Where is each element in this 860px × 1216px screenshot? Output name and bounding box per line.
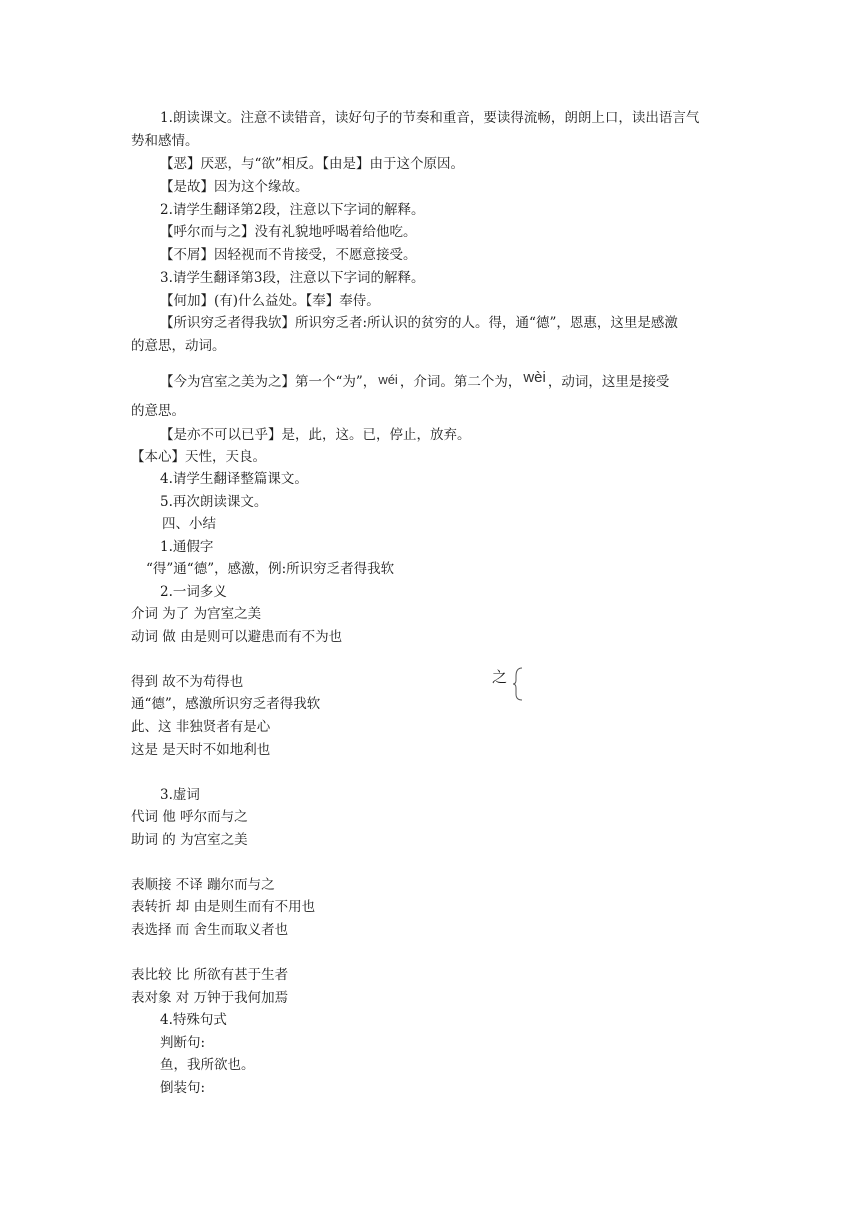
text-line: 介词 为了 为宫室之美 — [131, 606, 262, 622]
wei-text-1: 【今为宫室之美为之】第一个“为”， — [160, 374, 377, 390]
text-line: 【是故】因为这个缘故。 — [160, 179, 309, 195]
text-line: 的意思。 — [131, 403, 185, 419]
zhi-brace-figure — [492, 664, 532, 704]
text-line: 【本心】天性，天良。 — [131, 449, 266, 465]
text-line: 表顺接 不译 蹦尔而与之 — [131, 877, 275, 893]
text-line: 1.通假字 — [160, 539, 214, 555]
text-line: 3.虚词 — [160, 787, 200, 803]
pinyin-wei-4: wèi — [523, 369, 546, 386]
text-line: 势和感情。 — [131, 133, 199, 149]
text-line: 【呼尔而与之】没有礼貌地呼喝着给他吃。 — [160, 224, 417, 240]
text-line: 的意思，动词。 — [131, 338, 226, 354]
wei-text-2: ，介词。第二个为， — [399, 374, 522, 390]
text-line: 得到 故不为苟得也 — [131, 674, 244, 690]
text-line: 这是 是天时不如地利也 — [131, 742, 271, 758]
text-line: 助词 的 为宫室之美 — [131, 832, 248, 848]
brace-label: 之 — [492, 668, 508, 686]
text-line: 判断句: — [160, 1035, 206, 1051]
text-line: 【所识穷乏者得我欤】所识穷乏者:所认识的贫穷的人。得，通“德”，恩惠，这里是感激 — [160, 315, 678, 331]
text-line: 鱼，我所欲也。 — [160, 1057, 255, 1073]
text-line: 表对象 对 万钟于我何加焉 — [131, 990, 289, 1006]
text-line: 【是亦不可以已乎】是，此，这。已，停止，放弃。 — [160, 427, 471, 443]
text-line: 2.请学生翻译第2段，注意以下字词的解释。 — [160, 202, 425, 218]
wei-text-3: ，动词，这里是接受 — [547, 374, 670, 390]
brace-icon — [492, 664, 532, 704]
text-line: 此、这 非独贤者有是心 — [131, 719, 271, 735]
text-line: 2.一词多义 — [160, 584, 227, 600]
text-line: 【不屑】因轻视而不肯接受，不愿意接受。 — [160, 247, 417, 263]
text-line: 动词 做 由是则可以避患而有不为也 — [131, 629, 343, 645]
text-line: 通“德”，感激所识穷乏者得我软 — [131, 696, 321, 712]
text-line: 4.特殊句式 — [160, 1012, 227, 1028]
pinyin-wei-2: wéi — [378, 372, 398, 387]
text-line: 倒装句: — [160, 1080, 206, 1096]
text-line: 表转折 却 由是则生而有不用也 — [131, 899, 316, 915]
text-line: 【恶】厌恶，与“欲”相反。【由是】由于这个原因。 — [160, 156, 465, 172]
text-line: 表比较 比 所欲有甚于生者 — [131, 967, 289, 983]
text-line: 代词 他 呼尔而与之 — [131, 809, 248, 825]
text-line: 4.请学生翻译整篇课文。 — [160, 471, 308, 487]
text-line: 3.请学生翻译第3段，注意以下字词的解释。 — [160, 270, 425, 286]
text-line: 1.朗读课文。注意不读错音，读好句子的节奏和重音，要读得流畅，朗朗上口，读出语言气 — [160, 110, 700, 126]
text-line: “得”通“德”，感激，例:所识穷乏者得我软 — [146, 561, 395, 577]
wei-line — [160, 368, 669, 392]
text-line: 【何加】(有)什么益处。【奉】奉侍。 — [160, 293, 380, 309]
section-heading: 四、小结 — [162, 516, 216, 532]
text-line: 5.再次朗读课文。 — [160, 494, 268, 510]
text-line: 表选择 而 舍生而取义者也 — [131, 922, 289, 938]
